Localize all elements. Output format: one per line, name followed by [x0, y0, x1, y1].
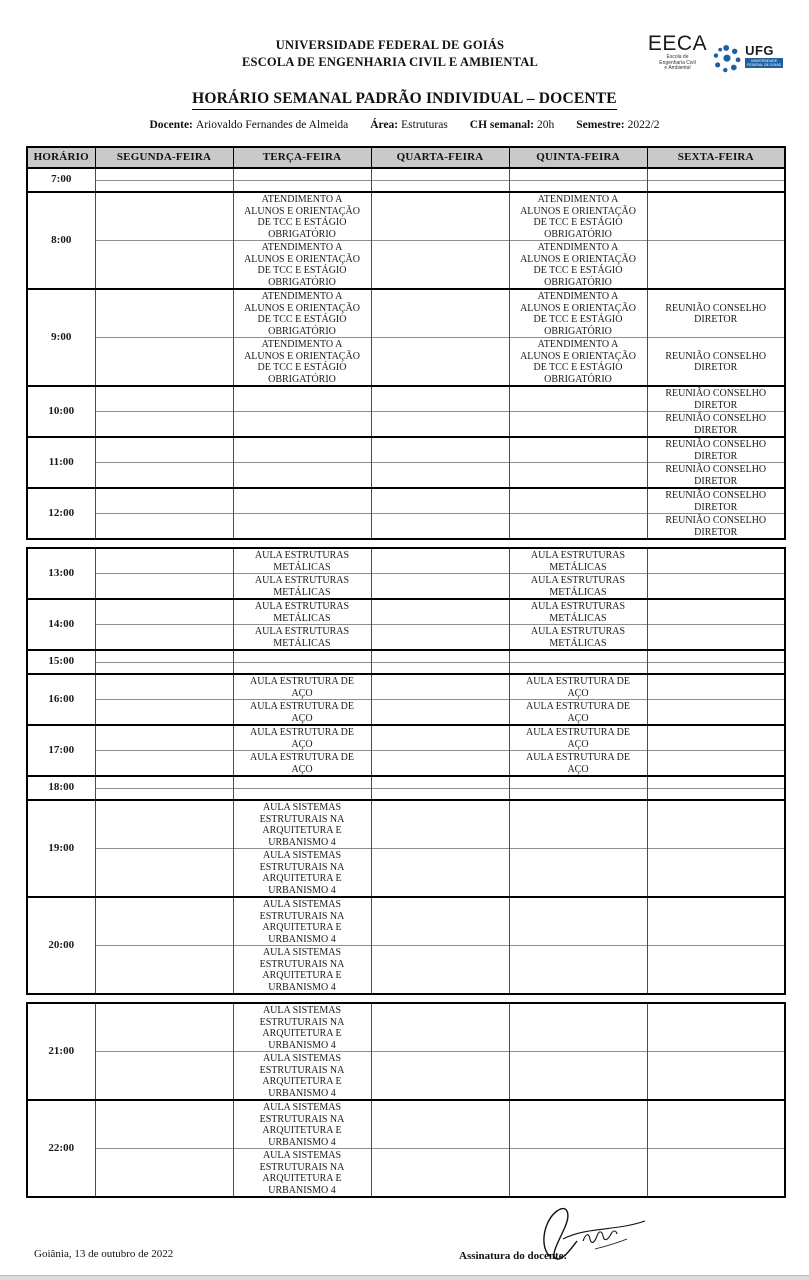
- schedule-cell-empty: [95, 662, 233, 674]
- schedule-cell-empty: [647, 548, 785, 574]
- semestre-value: 2022/2: [627, 119, 660, 131]
- schedule-cell-empty: [509, 897, 647, 946]
- schedule-row: [27, 386, 785, 412]
- schedule-row: [27, 1149, 785, 1198]
- schedule-cell-empty: [95, 751, 233, 777]
- schedule-cell-activity: ATENDIMENTO A ALUNOS E ORIENTAÇÃO DE TCC E ESTÁGIO OBRIGATÓRIO: [233, 241, 371, 290]
- schedule-cell-empty: [371, 168, 509, 180]
- schedule-cell-empty: [509, 776, 647, 788]
- schedule-row: [27, 650, 785, 662]
- schedule-cell-empty: [371, 849, 509, 898]
- schedule-cell-empty: [371, 1100, 509, 1149]
- schedule-row: [27, 437, 785, 463]
- schedule-cell-empty: [371, 1149, 509, 1198]
- schedule-cell-activity: ATENDIMENTO A ALUNOS E ORIENTAÇÃO DE TCC E ESTÁGIO OBRIGATÓRIO: [233, 338, 371, 387]
- schedule-cell-activity: REUNIÃO CONSELHO DIRETOR: [647, 289, 785, 338]
- schedule-cell-empty: [95, 725, 233, 751]
- ch-semanal-field: [470, 119, 554, 131]
- area-label: Área:: [370, 119, 399, 131]
- schedule-cell-activity: AULA ESTRUTURAS METÁLICAS: [509, 599, 647, 625]
- schedule-cell-activity: AULA ESTRUTURA DE AÇO: [233, 700, 371, 726]
- schedule-cell-activity: REUNIÃO CONSELHO DIRETOR: [647, 463, 785, 489]
- ufg-caption: UNIVERSIDADE FEDERAL DE GOIÁS: [747, 59, 781, 67]
- schedule-cell-empty: [95, 386, 233, 412]
- ch-semanal-label: CH semanal:: [469, 119, 534, 131]
- schedule-cell-empty: [647, 674, 785, 700]
- schedule-cell-empty: [233, 386, 371, 412]
- schedule-cell-empty: [509, 180, 647, 192]
- schedule-cell-empty: [509, 488, 647, 514]
- schedule-cell-empty: [95, 437, 233, 463]
- schedule-cell-activity: REUNIÃO CONSELHO DIRETOR: [647, 514, 785, 540]
- schedule-cell-empty: [647, 1052, 785, 1101]
- schedule-cell-empty: [233, 776, 371, 788]
- schedule-cell-empty: [233, 463, 371, 489]
- schedule-cell-empty: [647, 599, 785, 625]
- time-label: 19:00: [27, 800, 95, 897]
- schedule-cell-empty: [95, 849, 233, 898]
- schedule-cell-empty: [509, 437, 647, 463]
- schedule-cell-empty: [95, 180, 233, 192]
- schedule-row: [27, 725, 785, 751]
- schedule-cell-empty: [509, 514, 647, 540]
- schedule-cell-empty: [509, 463, 647, 489]
- schedule-cell-empty: [95, 897, 233, 946]
- schedule-cell-empty: [647, 1003, 785, 1052]
- schedule-cell-activity: AULA SISTEMAS ESTRUTURAIS NA ARQUITETURA E URBANISMO 4: [233, 946, 371, 995]
- time-label: 16:00: [27, 674, 95, 725]
- schedule-table-1: [26, 146, 786, 540]
- time-label: 15:00: [27, 650, 95, 674]
- schedule-cell-empty: [647, 192, 785, 241]
- schedule-cell-empty: [509, 168, 647, 180]
- schedule-row: [27, 514, 785, 540]
- schedule-cell-empty: [233, 788, 371, 800]
- schedule-cell-empty: [95, 548, 233, 574]
- schedule-cell-empty: [233, 180, 371, 192]
- schedule-cell-empty: [95, 241, 233, 290]
- time-label: 10:00: [27, 386, 95, 437]
- time-label: 11:00: [27, 437, 95, 488]
- schedule-row: [27, 751, 785, 777]
- schedule-cell-activity: ATENDIMENTO A ALUNOS E ORIENTAÇÃO DE TCC E ESTÁGIO OBRIGATÓRIO: [233, 192, 371, 241]
- schedule-row: [27, 168, 785, 180]
- schedule-cell-empty: [95, 1100, 233, 1149]
- ch-semanal-value: 20h: [537, 119, 555, 131]
- eeca-caption: Escola de Engenharia Civil e Ambiental: [659, 54, 696, 71]
- signature-icon: [535, 1203, 650, 1265]
- schedule-cell-empty: [371, 776, 509, 788]
- schedule-cell-empty: [95, 946, 233, 995]
- column-header-day: SEGUNDA-FEIRA: [95, 147, 233, 168]
- schedule-cell-empty: [95, 412, 233, 438]
- schedule-cell-empty: [371, 488, 509, 514]
- schedule-cell-empty: [371, 412, 509, 438]
- schedule-cell-empty: [509, 849, 647, 898]
- schedule-cell-empty: [371, 338, 509, 387]
- schedule-cell-activity: AULA SISTEMAS ESTRUTURAIS NA ARQUITETURA E URBANISMO 4: [233, 1052, 371, 1101]
- column-header-day: SEXTA-FEIRA: [647, 147, 785, 168]
- schedule-cell-empty: [371, 700, 509, 726]
- page-title-wrap: [0, 90, 809, 110]
- schedule-row: [27, 674, 785, 700]
- schedule-row: [27, 700, 785, 726]
- schedule-row: [27, 897, 785, 946]
- schedule-cell-empty: [647, 897, 785, 946]
- schedule-cell-empty: [509, 1100, 647, 1149]
- schedule-cell-empty: [371, 437, 509, 463]
- schedule-cell-activity: AULA SISTEMAS ESTRUTURAIS NA ARQUITETURA E URBANISMO 4: [233, 1149, 371, 1198]
- ufg-dots-icon: [710, 41, 744, 77]
- time-label: 7:00: [27, 168, 95, 192]
- schedule-cell-empty: [371, 463, 509, 489]
- schedule-cell-activity: AULA ESTRUTURAS METÁLICAS: [233, 574, 371, 600]
- schedule-cell-empty: [233, 412, 371, 438]
- schedule-cell-activity: ATENDIMENTO A ALUNOS E ORIENTAÇÃO DE TCC E ESTÁGIO OBRIGATÓRIO: [509, 289, 647, 338]
- schedule-cell-empty: [647, 168, 785, 180]
- ufg-logo: [710, 41, 783, 77]
- schedule-cell-activity: AULA SISTEMAS ESTRUTURAIS NA ARQUITETURA E URBANISMO 4: [233, 1100, 371, 1149]
- schedule-cell-empty: [371, 662, 509, 674]
- schedule-row: [27, 488, 785, 514]
- schedule-cell-empty: [233, 662, 371, 674]
- schedule-cell-empty: [509, 788, 647, 800]
- schedule-cell-activity: REUNIÃO CONSELHO DIRETOR: [647, 412, 785, 438]
- schedule-cell-empty: [95, 1052, 233, 1101]
- docente-field: [149, 119, 348, 131]
- schedule-cell-empty: [95, 463, 233, 489]
- docente-info-line: [0, 119, 809, 131]
- schedule-row: [27, 599, 785, 625]
- schedule-cell-empty: [647, 788, 785, 800]
- area-field: [370, 119, 448, 131]
- schedule-cell-empty: [509, 662, 647, 674]
- schedule-header-row: [27, 147, 785, 168]
- column-header-horario: HORÁRIO: [27, 147, 95, 168]
- semestre-field: [576, 119, 659, 131]
- schedule-cell-empty: [509, 1149, 647, 1198]
- schedule-cell-activity: AULA ESTRUTURAS METÁLICAS: [233, 599, 371, 625]
- footer-date: Goiânia, 13 de outubro de 2022: [34, 1248, 174, 1260]
- schedule-cell-activity: REUNIÃO CONSELHO DIRETOR: [647, 437, 785, 463]
- schedule-cell-activity: AULA ESTRUTURAS METÁLICAS: [233, 548, 371, 574]
- time-label: 14:00: [27, 599, 95, 650]
- schedule-cell-activity: AULA ESTRUTURAS METÁLICAS: [509, 548, 647, 574]
- schedule-cell-empty: [95, 514, 233, 540]
- schedule-cell-activity: AULA ESTRUTURA DE AÇO: [509, 725, 647, 751]
- schedule-cell-empty: [233, 437, 371, 463]
- eeca-ufg-logo: [648, 33, 783, 77]
- schedule-cell-activity: AULA SISTEMAS ESTRUTURAIS NA ARQUITETURA E URBANISMO 4: [233, 800, 371, 849]
- schedule-cell-empty: [371, 650, 509, 662]
- schedule-cell-empty: [233, 488, 371, 514]
- schedule-row: [27, 849, 785, 898]
- schedule-cell-empty: [509, 412, 647, 438]
- schedule-cell-empty: [371, 599, 509, 625]
- schedule-cell-empty: [509, 800, 647, 849]
- schedule-cell-activity: AULA ESTRUTURAS METÁLICAS: [509, 625, 647, 651]
- schedule-cell-empty: [647, 776, 785, 788]
- ufg-wordmark: UFG: [745, 43, 775, 58]
- schedule-cell-empty: [95, 650, 233, 662]
- schedule-row: [27, 574, 785, 600]
- schedule-row: [27, 548, 785, 574]
- time-label: 17:00: [27, 725, 95, 776]
- schedule-cell-empty: [371, 725, 509, 751]
- schedule-row: [27, 625, 785, 651]
- schedule-cell-activity: AULA ESTRUTURA DE AÇO: [233, 725, 371, 751]
- schedule-cell-empty: [371, 788, 509, 800]
- schedule-cell-empty: [371, 1052, 509, 1101]
- schedule-cell-empty: [647, 180, 785, 192]
- time-label: 8:00: [27, 192, 95, 289]
- schedule-cell-activity: AULA SISTEMAS ESTRUTURAIS NA ARQUITETURA E URBANISMO 4: [233, 849, 371, 898]
- schedule-cell-activity: REUNIÃO CONSELHO DIRETOR: [647, 386, 785, 412]
- schedule-cell-empty: [371, 800, 509, 849]
- schedule-cell-empty: [647, 700, 785, 726]
- schedule-cell-empty: [95, 1149, 233, 1198]
- schedule-cell-empty: [647, 725, 785, 751]
- schedule-cell-activity: REUNIÃO CONSELHO DIRETOR: [647, 338, 785, 387]
- schedule-cell-empty: [509, 946, 647, 995]
- eeca-logo: [648, 33, 707, 72]
- schedule-cell-activity: ATENDIMENTO A ALUNOS E ORIENTAÇÃO DE TCC E ESTÁGIO OBRIGATÓRIO: [509, 192, 647, 241]
- schedule-cell-empty: [647, 241, 785, 290]
- schedule-cell-empty: [509, 650, 647, 662]
- column-header-day: QUARTA-FEIRA: [371, 147, 509, 168]
- schedule-cell-activity: ATENDIMENTO A ALUNOS E ORIENTAÇÃO DE TCC E ESTÁGIO OBRIGATÓRIO: [509, 241, 647, 290]
- schedule-row: [27, 241, 785, 290]
- time-label: 22:00: [27, 1100, 95, 1197]
- schedule-cell-empty: [647, 946, 785, 995]
- time-label: 21:00: [27, 1003, 95, 1100]
- schedule-row: [27, 1003, 785, 1052]
- schedule-row: [27, 776, 785, 788]
- schedule-cell-empty: [371, 241, 509, 290]
- schedule-row: [27, 1052, 785, 1101]
- org-line-1: UNIVERSIDADE FEDERAL DE GOIÁS: [275, 38, 505, 52]
- schedule-cell-activity: AULA SISTEMAS ESTRUTURAIS NA ARQUITETURA E URBANISMO 4: [233, 897, 371, 946]
- schedule-cell-empty: [371, 674, 509, 700]
- schedule-table-3: [26, 1002, 786, 1198]
- schedule-cell-empty: [647, 650, 785, 662]
- schedule-cell-empty: [371, 514, 509, 540]
- schedule-cell-empty: [509, 386, 647, 412]
- schedule-cell-empty: [647, 800, 785, 849]
- schedule-cell-activity: AULA ESTRUTURA DE AÇO: [509, 751, 647, 777]
- schedule-cell-empty: [371, 946, 509, 995]
- schedule-cell-empty: [95, 574, 233, 600]
- docente-label: Docente:: [149, 119, 193, 131]
- time-label: 12:00: [27, 488, 95, 539]
- schedule-cell-empty: [371, 751, 509, 777]
- schedule-cell-empty: [509, 1052, 647, 1101]
- schedule-row: [27, 192, 785, 241]
- schedule-cell-empty: [95, 168, 233, 180]
- schedule-row: [27, 289, 785, 338]
- time-label: 9:00: [27, 289, 95, 386]
- time-label: 18:00: [27, 776, 95, 800]
- schedule-cell-empty: [509, 1003, 647, 1052]
- schedule-cell-empty: [647, 662, 785, 674]
- schedule-cell-empty: [95, 700, 233, 726]
- schedule-cell-activity: ATENDIMENTO A ALUNOS E ORIENTAÇÃO DE TCC E ESTÁGIO OBRIGATÓRIO: [509, 338, 647, 387]
- schedule-cell-empty: [647, 849, 785, 898]
- schedule-cell-empty: [371, 386, 509, 412]
- schedule-cell-empty: [95, 338, 233, 387]
- schedule-cell-empty: [371, 1003, 509, 1052]
- schedule-cell-empty: [647, 751, 785, 777]
- schedule-cell-empty: [95, 674, 233, 700]
- schedule-table-2: [26, 547, 786, 995]
- schedule-cell-empty: [647, 574, 785, 600]
- schedule-cell-activity: ATENDIMENTO A ALUNOS E ORIENTAÇÃO DE TCC E ESTÁGIO OBRIGATÓRIO: [233, 289, 371, 338]
- signature-label: Assinatura do docente:: [459, 1250, 568, 1262]
- schedule-cell-activity: AULA SISTEMAS ESTRUTURAIS NA ARQUITETURA E URBANISMO 4: [233, 1003, 371, 1052]
- docente-value: Ariovaldo Fernandes de Almeida: [195, 119, 349, 131]
- schedule-cell-activity: AULA ESTRUTURA DE AÇO: [509, 674, 647, 700]
- schedule-cell-empty: [95, 192, 233, 241]
- semestre-label: Semestre:: [576, 119, 625, 131]
- ufg-text: [745, 44, 783, 68]
- schedule-cell-activity: AULA ESTRUTURA DE AÇO: [233, 751, 371, 777]
- schedule-cell-empty: [371, 897, 509, 946]
- column-header-day: TERÇA-FEIRA: [233, 147, 371, 168]
- time-label: 13:00: [27, 548, 95, 599]
- schedule-cell-empty: [371, 192, 509, 241]
- schedule-row: [27, 338, 785, 387]
- schedule-cell-empty: [95, 488, 233, 514]
- schedule-cell-empty: [371, 548, 509, 574]
- column-header-day: QUINTA-FEIRA: [509, 147, 647, 168]
- schedule-cell-activity: AULA ESTRUTURAS METÁLICAS: [233, 625, 371, 651]
- schedule-cell-empty: [95, 776, 233, 788]
- schedule-cell-empty: [233, 168, 371, 180]
- schedule-cell-empty: [371, 289, 509, 338]
- area-value: Estruturas: [401, 119, 448, 131]
- schedule-cell-empty: [371, 625, 509, 651]
- schedule-cell-empty: [95, 289, 233, 338]
- schedule-cell-empty: [371, 574, 509, 600]
- schedule-cell-empty: [233, 650, 371, 662]
- schedule-row: [27, 788, 785, 800]
- schedule-cell-empty: [371, 180, 509, 192]
- schedule-row: [27, 180, 785, 192]
- schedule-cell-empty: [95, 599, 233, 625]
- page-bottom-edge: [0, 1275, 809, 1280]
- org-line-2: ESCOLA DE ENGENHARIA CIVIL E AMBIENTAL: [242, 55, 538, 69]
- schedule-cell-empty: [95, 800, 233, 849]
- schedule-cell-activity: REUNIÃO CONSELHO DIRETOR: [647, 488, 785, 514]
- schedule-row: [27, 412, 785, 438]
- schedule-row: [27, 946, 785, 995]
- schedule-cell-empty: [95, 1003, 233, 1052]
- schedule-row: [27, 1100, 785, 1149]
- schedule-cell-activity: AULA ESTRUTURA DE AÇO: [509, 700, 647, 726]
- schedule-cell-empty: [95, 788, 233, 800]
- schedule-cell-activity: AULA ESTRUTURAS METÁLICAS: [509, 574, 647, 600]
- schedule-cell-empty: [95, 625, 233, 651]
- eeca-wordmark: EECA: [647, 32, 708, 55]
- schedule-row: [27, 662, 785, 674]
- schedule-cell-activity: AULA ESTRUTURA DE AÇO: [233, 674, 371, 700]
- schedule-row: [27, 463, 785, 489]
- page-title: HORÁRIO SEMANAL PADRÃO INDIVIDUAL – DOCENTE: [192, 90, 617, 110]
- schedule-cell-empty: [647, 1149, 785, 1198]
- schedule-tables: [26, 146, 784, 1198]
- time-label: 20:00: [27, 897, 95, 994]
- schedule-cell-empty: [647, 1100, 785, 1149]
- schedule-cell-empty: [647, 625, 785, 651]
- schedule-row: [27, 800, 785, 849]
- schedule-cell-empty: [233, 514, 371, 540]
